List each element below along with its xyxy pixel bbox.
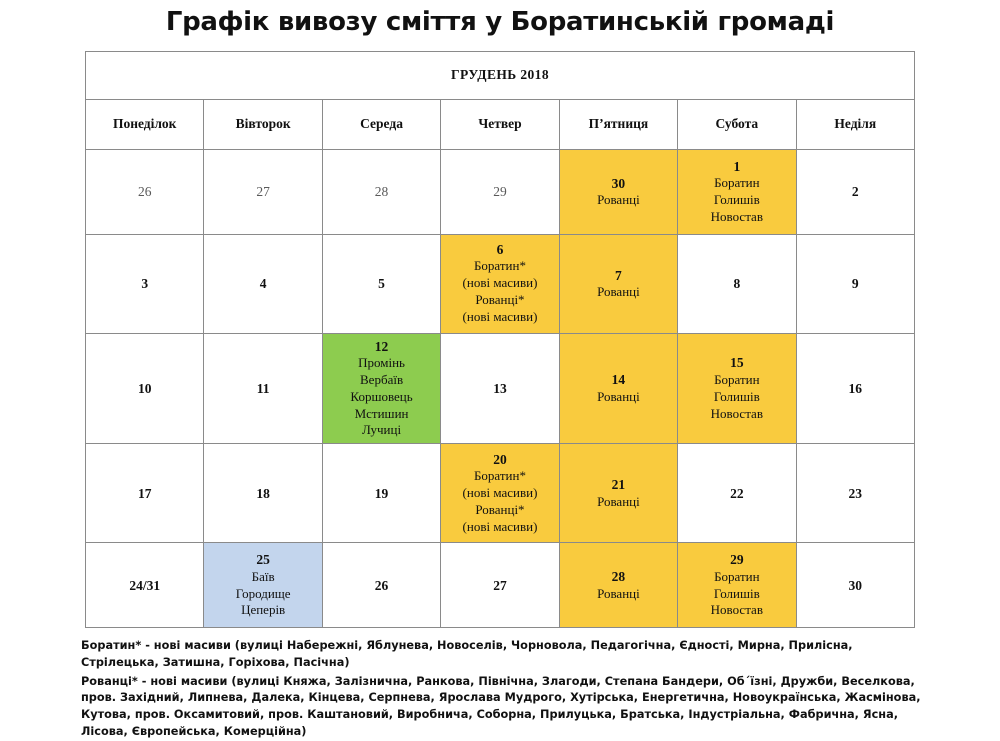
footnote-boratyn: Боратин* - нові масиви (вулиці Набережні, Яблунева, Новоселів, Чорновола, Педагогічна, Єдності, Мирна, Прилісна, Стрілецька, Затишна, Горіхова, Пасічна) xyxy=(81,639,853,670)
day-number: 26 xyxy=(137,183,152,199)
calendar-day-cell xyxy=(796,333,914,444)
calendar-day-cell xyxy=(796,149,914,234)
calendar-day-cell xyxy=(796,444,914,543)
month-header-row xyxy=(86,51,915,99)
calendar-day-cell xyxy=(204,149,322,234)
day-number: 19 xyxy=(374,485,389,501)
calendar-day-cell xyxy=(204,543,322,628)
calendar-day-cell xyxy=(86,234,204,333)
weekday-header: Середа xyxy=(322,99,440,149)
calendar-day-cell xyxy=(441,234,559,333)
day-number: 21 xyxy=(611,477,626,493)
page-title: Графік вивозу сміття у Боратинській громаді xyxy=(165,7,835,37)
calendar-day-cell xyxy=(796,543,914,628)
day-locations: (нові масиви) xyxy=(462,485,538,501)
calendar-day-cell xyxy=(678,444,796,543)
calendar-day-cell xyxy=(204,234,322,333)
calendar-body xyxy=(86,149,915,628)
day-locations: Рованці xyxy=(597,493,640,509)
day-locations: Голишів xyxy=(713,388,760,404)
day-number: 24/31 xyxy=(129,577,161,593)
day-locations: Городище xyxy=(235,585,291,601)
weekday-header: Четвер xyxy=(441,99,559,149)
day-number: 8 xyxy=(733,275,741,291)
day-number: 14 xyxy=(611,372,626,388)
day-number: 13 xyxy=(493,380,507,396)
day-locations: Рованці xyxy=(597,191,640,207)
calendar-day-cell xyxy=(559,333,677,444)
day-number: 9 xyxy=(851,275,859,291)
weekday-header: Неділя xyxy=(796,99,914,149)
day-number: 17 xyxy=(137,485,152,501)
day-number: 10 xyxy=(137,380,152,396)
day-locations: Боратин xyxy=(714,371,760,387)
day-number: 30 xyxy=(848,577,863,593)
month-label: ГРУДЕНЬ 2018 xyxy=(86,51,915,99)
calendar-week-row xyxy=(86,149,915,234)
day-locations: Промінь xyxy=(358,354,405,370)
day-locations: Рованці* xyxy=(475,501,525,517)
calendar-header xyxy=(86,51,915,149)
calendar-day-cell xyxy=(322,333,440,444)
day-number: 28 xyxy=(611,569,626,585)
calendar-day-cell xyxy=(204,333,322,444)
weekday-header: П’ятниця xyxy=(559,99,677,149)
day-number: 18 xyxy=(256,485,270,501)
calendar-day-cell xyxy=(678,149,796,234)
day-locations: Коршовець xyxy=(350,388,413,404)
calendar-day-cell xyxy=(322,543,440,628)
day-number: 7 xyxy=(615,267,622,283)
day-locations: Баїв xyxy=(251,568,275,584)
day-number: 30 xyxy=(611,175,626,191)
day-locations: Боратин* xyxy=(473,258,526,274)
calendar-day-cell xyxy=(559,543,677,628)
footnotes xyxy=(79,638,921,740)
weekday-header-row xyxy=(86,99,915,149)
day-locations: Голишів xyxy=(713,191,760,207)
day-number: 15 xyxy=(730,355,744,371)
calendar-week-row xyxy=(86,543,915,628)
calendar-week-row xyxy=(86,444,915,543)
calendar-week-row xyxy=(86,333,915,444)
day-number: 27 xyxy=(493,577,507,593)
day-number: 4 xyxy=(259,275,267,291)
day-number: 5 xyxy=(378,275,385,291)
calendar-table xyxy=(85,51,915,629)
day-number: 28 xyxy=(374,183,389,199)
calendar-day-cell xyxy=(322,149,440,234)
day-locations: Новостав xyxy=(710,602,763,618)
day-locations: Мстишин xyxy=(354,405,409,421)
calendar-day-cell xyxy=(678,543,796,628)
day-number: 3 xyxy=(141,275,149,291)
day-number: 27 xyxy=(256,183,270,199)
day-locations: Голишів xyxy=(713,585,760,601)
day-number: 16 xyxy=(848,380,863,396)
weekday-header: Понеділок xyxy=(86,99,204,149)
day-locations: Боратин xyxy=(714,174,760,190)
calendar-day-cell xyxy=(86,444,204,543)
day-number: 6 xyxy=(496,242,504,258)
day-number: 23 xyxy=(848,485,863,501)
day-number: 1 xyxy=(733,158,741,174)
day-number: 2 xyxy=(851,183,859,199)
day-locations: Боратин xyxy=(714,568,760,584)
calendar-day-cell xyxy=(322,444,440,543)
calendar-day-cell xyxy=(559,234,677,333)
weekday-header: Субота xyxy=(678,99,796,149)
day-locations: Рованці xyxy=(597,388,640,404)
day-locations: Рованці xyxy=(597,585,640,601)
day-number: 25 xyxy=(256,552,270,568)
day-locations: Лучиці xyxy=(362,422,402,438)
calendar-day-cell xyxy=(441,444,559,543)
calendar-day-cell xyxy=(204,444,322,543)
day-locations: Рованці xyxy=(597,283,640,299)
calendar-container xyxy=(85,51,915,629)
day-number: 12 xyxy=(374,338,389,354)
calendar-day-cell xyxy=(559,444,677,543)
calendar-week-row xyxy=(86,234,915,333)
day-number: 22 xyxy=(730,485,744,501)
calendar-day-cell xyxy=(441,333,559,444)
calendar-day-cell xyxy=(678,333,796,444)
calendar-day-cell xyxy=(441,543,559,628)
day-locations: Цеперів xyxy=(241,602,286,618)
day-locations: (нові масиви) xyxy=(462,518,538,534)
day-number: 26 xyxy=(374,577,389,593)
calendar-day-cell xyxy=(86,543,204,628)
calendar-day-cell xyxy=(322,234,440,333)
day-locations: (нові масиви) xyxy=(462,309,538,325)
weekday-header: Вівторок xyxy=(204,99,322,149)
calendar-day-cell xyxy=(796,234,914,333)
day-number: 20 xyxy=(493,451,507,467)
calendar-day-cell xyxy=(678,234,796,333)
day-number: 29 xyxy=(730,552,744,568)
calendar-day-cell xyxy=(441,149,559,234)
day-locations: (нові масиви) xyxy=(462,275,538,291)
calendar-day-cell xyxy=(86,333,204,444)
day-locations: Вербаїв xyxy=(360,371,404,387)
day-locations: Боратин* xyxy=(473,468,526,484)
day-number: 11 xyxy=(256,380,270,396)
footnote-rovantsi: Рованці* - нові масиви (вулиці Княжа, Залізнична, Ранкова, Північна, Злагоди, Степана Бандери, Об´їзні, Дружби, Веселкова, пров. Західний, Липнева, Далека, Кінцева, Серпнева, Ярослава Мудрого, Хутірська, Енергетична, Новоукраїнська, Жасмінова, Кутова, пров. Оксамитовий, пров. Каштановий, Виробнича, Соборна, Прилуцька, Братська, Індустріальна, Фабрична, Ясна, Лісова, Європейська, Комерційна) xyxy=(81,674,921,738)
day-locations: Новостав xyxy=(710,208,763,224)
day-locations: Новостав xyxy=(710,405,763,421)
day-locations: Рованці* xyxy=(475,292,525,308)
calendar-day-cell xyxy=(559,149,677,234)
day-number: 29 xyxy=(493,183,507,199)
calendar-day-cell xyxy=(86,149,204,234)
